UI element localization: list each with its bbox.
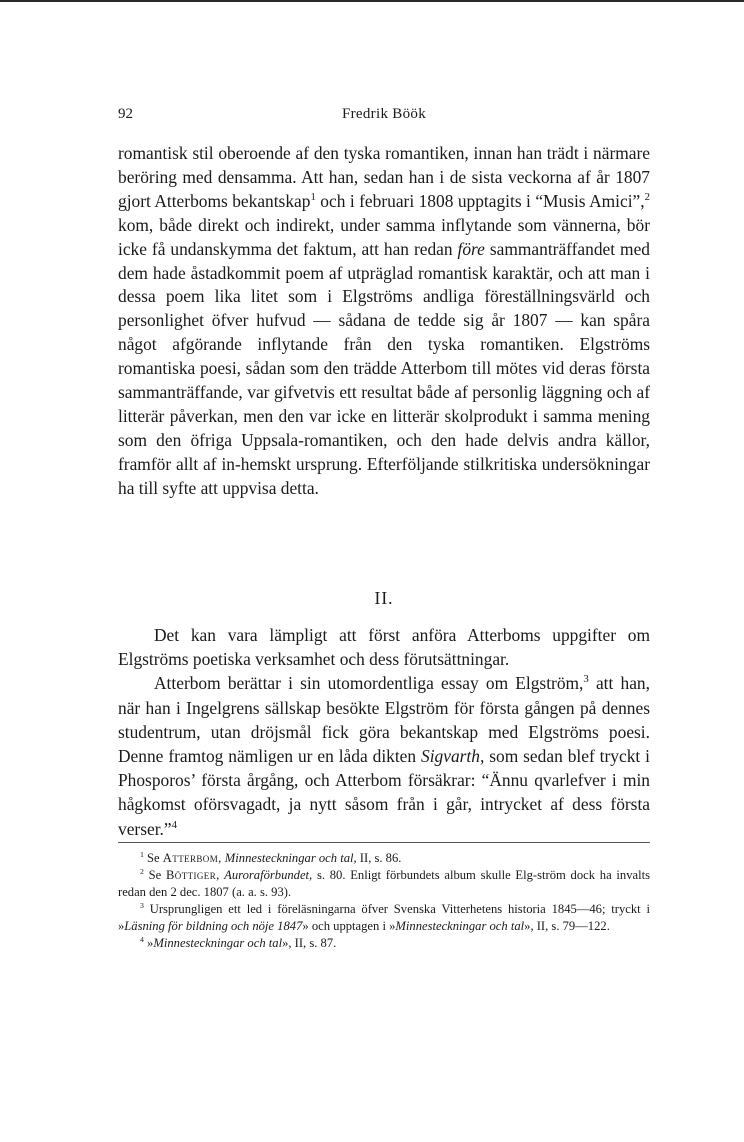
- body-text-part-1: [118, 142, 650, 501]
- body-text-part-2: [118, 623, 650, 841]
- footnote-4: $^4$ »Minnesteckningar och tal», II, s. 87.: [140, 934, 337, 950]
- section-heading: II.: [374, 588, 394, 608]
- footnote-1: $^1$ Se Atterbom, Minnesteckningar och tal, II, s. 86.: [140, 849, 402, 865]
- footnote-ref-1: 1: [310, 191, 316, 204]
- paragraph-1: romantisk stil oberoende af den tyska romantiken, innan han trädt i närmare beröring med densamma. Att han, sedan han i de sista veckorna af år 1807 gjort Atterboms bekantskap$^1$ och i februari 1808 upptagits i “Musis Amici”,$^2$ kom, både direkt och indirekt, under samma inflytande som vännerna, bör icke få undanskymma det faktum, att han redan före sammanträffandet med dem hade åstadkommit poem af utpräglad romantisk karaktär, och att man i dessa poem lika litet som i Elgströms andliga föreställningsvärld och personlighet öfver hufvud — sådana de tedde sig år 1807 — kan spåra något afgörande inflytande från den tyska romantiken. Elgströms romantiska poesi, sådan som den trädde Atterbom till mötes vid deras första sammanträffande, var gifvetvis ett resultat både af personlig läggning och af litterär påverkan, men den var icke en litterär skolprodukt i samma mening som den öfriga Uppsala-romantiken, och den hade delvis andra källor, framför allt af in-hemskt ursprung. Efterföljande stilkritiska undersökningar ha till syfte att uppvisa detta.: [118, 143, 650, 498]
- footnote-rule: [118, 842, 650, 843]
- footnote-ref-2: 2: [644, 191, 650, 204]
- emphasis-fore: före: [457, 238, 485, 259]
- page-header: [118, 106, 650, 126]
- page-number: 92: [118, 106, 133, 122]
- emphasis-sigvarth: Sigvarth,: [421, 746, 485, 767]
- page-top-rule: [0, 0, 744, 2]
- footnote-2: $^2$ Se Böttiger, Auroraförbundet, s. 80. Enligt förbundets album skulle Elg-ström dock ha invalts redan den 2 dec. 1807 (a. a. s. 93).: [118, 866, 650, 899]
- footnote-ref-3: 3: [583, 673, 589, 686]
- footnote-3: $^3$ Ursprungligen ett led i föreläsningarna öfver Svenska Vitterhetens historia 1845—46; tryckt i »Läsning för bildning och nöje 1847» och upptagen i »Minnesteckningar och tal», II, s. 79—122.: [118, 900, 650, 933]
- running-head: Fredrik Böök: [341, 106, 426, 122]
- footnote-ref-4: 4: [171, 818, 177, 831]
- paragraph-2: Det kan vara lämpligt att först anföra Atterboms uppgifter om Elgströms poetiska verksamhet och dess förutsättningar.: [118, 625, 650, 670]
- footnotes: [118, 850, 650, 952]
- paragraph-3: Atterbom berättar i sin utomordentliga essay om Elgström,$^3$ att han, när han i Ingelgrens sällskap besökte Elgström för första gången på dennes studentrum, utan dröjsmål fick göra bekantskap med Elgströms poesi. Denne framtog nämligen ur en låda dikten Sigvarth, som sedan blef tryckt i Phosporos’ första årgång, och Atterbom försäkrar: “Ännu qvarlefver i min hågkomst oförsvagadt, ja nytt såsom från i går, intrycket af dess första verser.”$^4$: [118, 673, 650, 839]
